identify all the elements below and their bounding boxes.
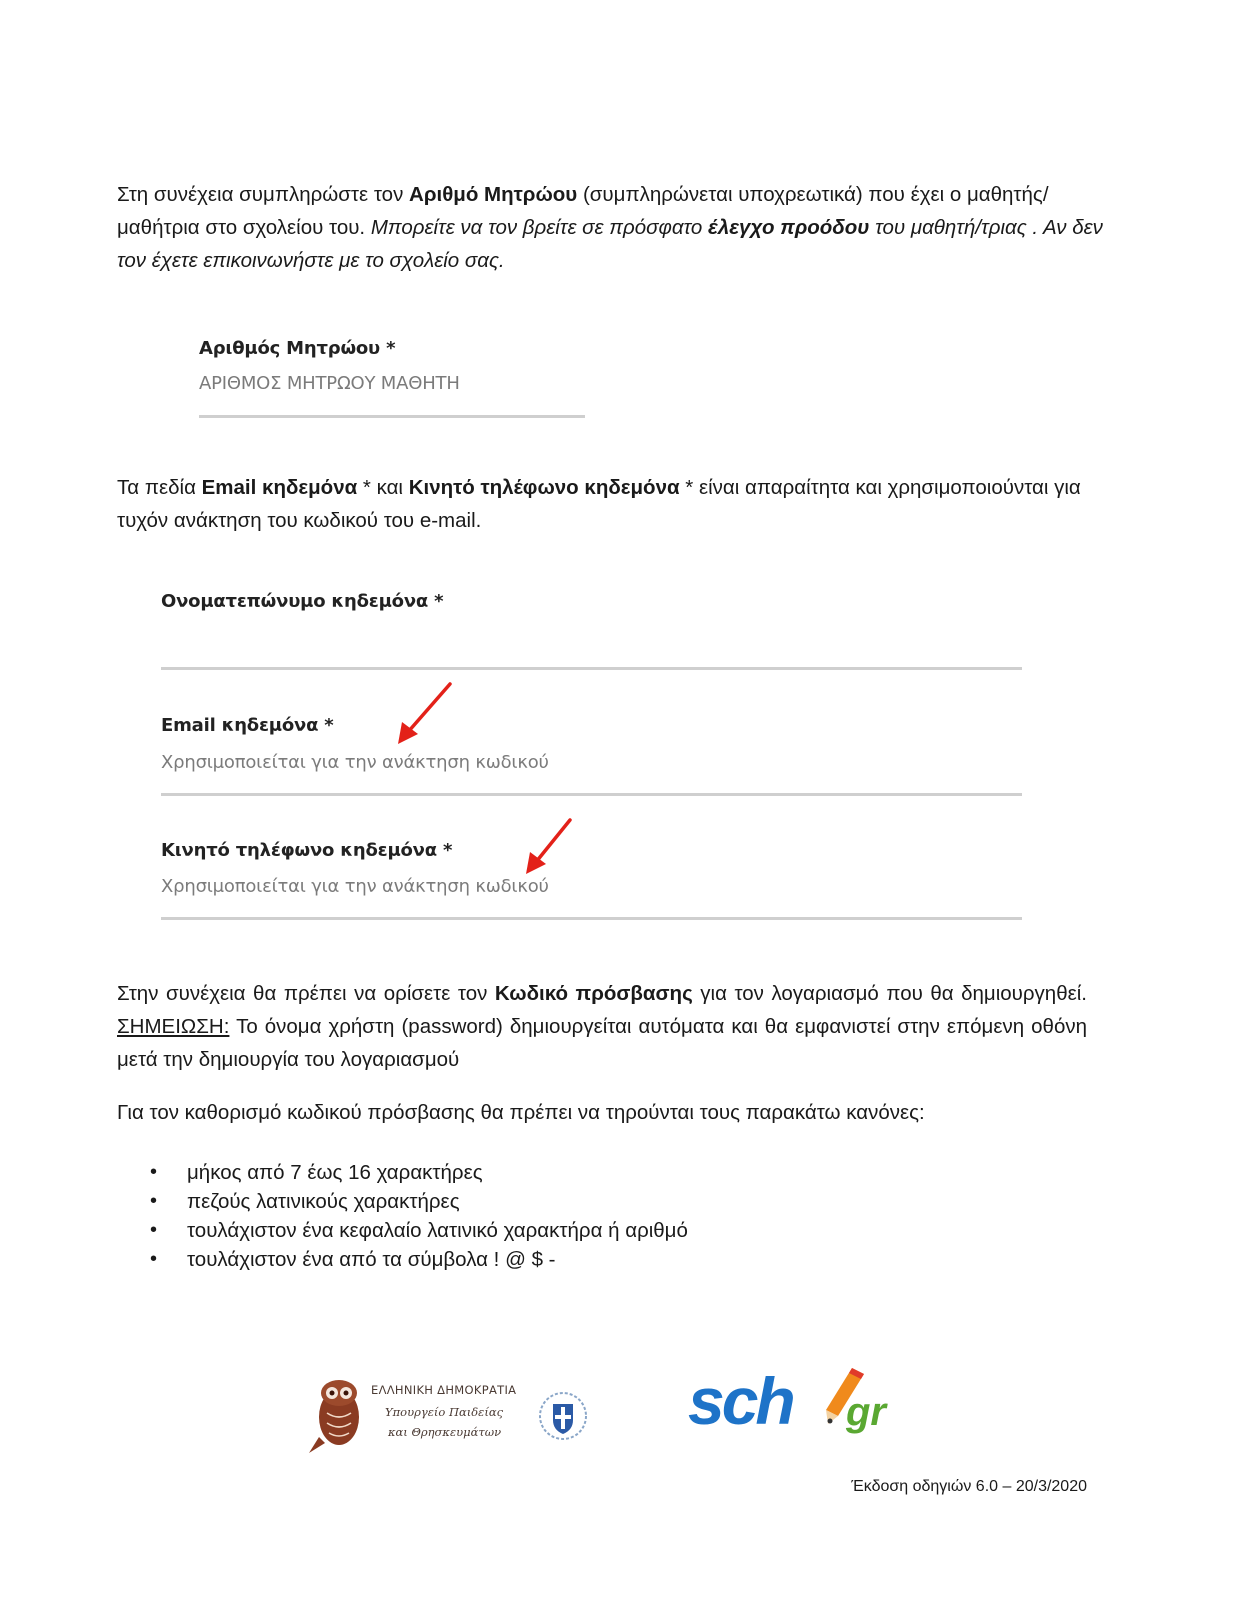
guardian-note-email-bold: Email κηδεμόνα: [201, 476, 358, 499]
password-note-paragraph: [117, 977, 1087, 1076]
field-student-id-label: Αριθμός Μητρώου *: [199, 338, 396, 359]
ministry-logo: [305, 1375, 595, 1457]
intro-italic: Μπορείτε να τον βρείτε σε πρόσφατο: [370, 216, 709, 239]
ministry-line2: Υπουργείο Παιδείας: [385, 1405, 504, 1419]
guardian-note-text: Τα πεδία: [117, 476, 202, 499]
list-item: • τουλάχιστον ένα από τα σύμβολα ! @ $ -: [150, 1245, 688, 1274]
field-guardian-phone-underline: [161, 917, 1022, 920]
password-note-text-2: για τον λογαριασμό που θα δημιουργηθεί.: [692, 982, 1087, 1005]
field-guardian-name-underline: [161, 667, 1022, 670]
rules-intro: Για τον καθορισμό κωδικού πρόσβασης θα πρέπει να τηρούνται τους παρακάτω κανόνες:: [117, 1101, 925, 1124]
field-student-id-placeholder: ΑΡΙΘΜΟΣ ΜΗΤΡΩΟΥ ΜΑΘΗΤΗ: [199, 373, 460, 394]
red-arrow-phone-icon: [520, 814, 580, 880]
guardian-note-paragraph: [117, 471, 1107, 537]
intro-paragraph: [117, 178, 1107, 277]
guardian-note-text-3: * είναι απαραίτητα και χρησιμοποιούνται για τυχόν ανάκτηση του κωδικού του e-mail.: [117, 476, 1081, 532]
list-item: • πεζούς λατινικούς χαρακτήρες: [150, 1187, 688, 1216]
field-guardian-name[interactable]: [161, 591, 1022, 673]
field-student-id-underline: [199, 415, 585, 418]
ministry-line3: και Θρησκευμάτων: [388, 1425, 502, 1439]
sch-logo-tld: gr: [846, 1390, 886, 1434]
intro-bold-italic: έλεγχο προόδου: [708, 216, 870, 239]
intro-bold-am: Αριθμό Μητρώου: [409, 183, 578, 206]
sch-gr-logo: [688, 1364, 898, 1444]
list-item: • τουλάχιστον ένα κεφαλαίο λατινικό χαρακτήρα ή αριθμό: [150, 1216, 688, 1245]
field-guardian-phone-placeholder: Χρησιμοποιείται για την ανάκτηση κωδικού: [161, 876, 549, 897]
guardian-note-text-2: * και: [357, 476, 409, 499]
sch-logo-text: sch: [688, 1364, 793, 1438]
password-note-text-3: Το όνομα χρήστη (password) δημιουργείται αυτόματα και θα εμφανιστεί στην επόμενη οθόνη μετά την δημιουργία του λογαριασμού: [117, 1015, 1087, 1071]
field-guardian-email-underline: [161, 793, 1022, 796]
owl-icon: [305, 1377, 367, 1455]
password-note-text: Στην συνέχεια θα πρέπει να ορίσετε τον: [117, 982, 495, 1005]
intro-italic-2: του μαθητή/τριας . Αν δεν τον έχετε επικοινωνήστε με το σχολείο σας.: [117, 216, 1103, 272]
list-item: • μήκος από 7 έως 16 χαρακτήρες: [150, 1158, 688, 1187]
field-student-id[interactable]: [199, 338, 585, 420]
field-guardian-phone[interactable]: [161, 840, 1022, 924]
guardian-note-phone-bold: Κινητό τηλέφωνο κηδεμόνα: [408, 476, 680, 499]
intro-text: Στη συνέχεια συμπληρώστε τον: [117, 183, 410, 206]
greek-emblem-icon: [537, 1390, 589, 1442]
footer-version: Έκδοση οδηγιών 6.0 – 20/3/2020: [851, 1478, 1087, 1495]
intro-text-2: (συμπληρώνεται υποχρεωτικά) που έχει ο μαθητής/μαθήτρια στο σχολείου του.: [117, 183, 1049, 239]
field-guardian-phone-label: Κινητό τηλέφωνο κηδεμόνα *: [161, 840, 453, 861]
password-note-bold: Κωδικό πρόσβασης: [494, 982, 693, 1005]
field-guardian-email[interactable]: [161, 715, 1022, 799]
red-arrow-email-icon: [390, 678, 460, 750]
password-note-underline: ΣΗΜΕΙΩΣΗ:: [117, 1015, 230, 1038]
password-rules-list: [150, 1158, 688, 1274]
field-guardian-email-label: Email κηδεμόνα *: [161, 715, 334, 736]
field-guardian-name-label: Ονοματεπώνυμο κηδεμόνα *: [161, 591, 444, 612]
field-guardian-email-placeholder: Χρησιμοποιείται για την ανάκτηση κωδικού: [161, 752, 549, 773]
ministry-line1: ΕΛΛΗΝΙΚΗ ΔΗΜΟΚΡΑΤΙΑ: [371, 1383, 517, 1397]
